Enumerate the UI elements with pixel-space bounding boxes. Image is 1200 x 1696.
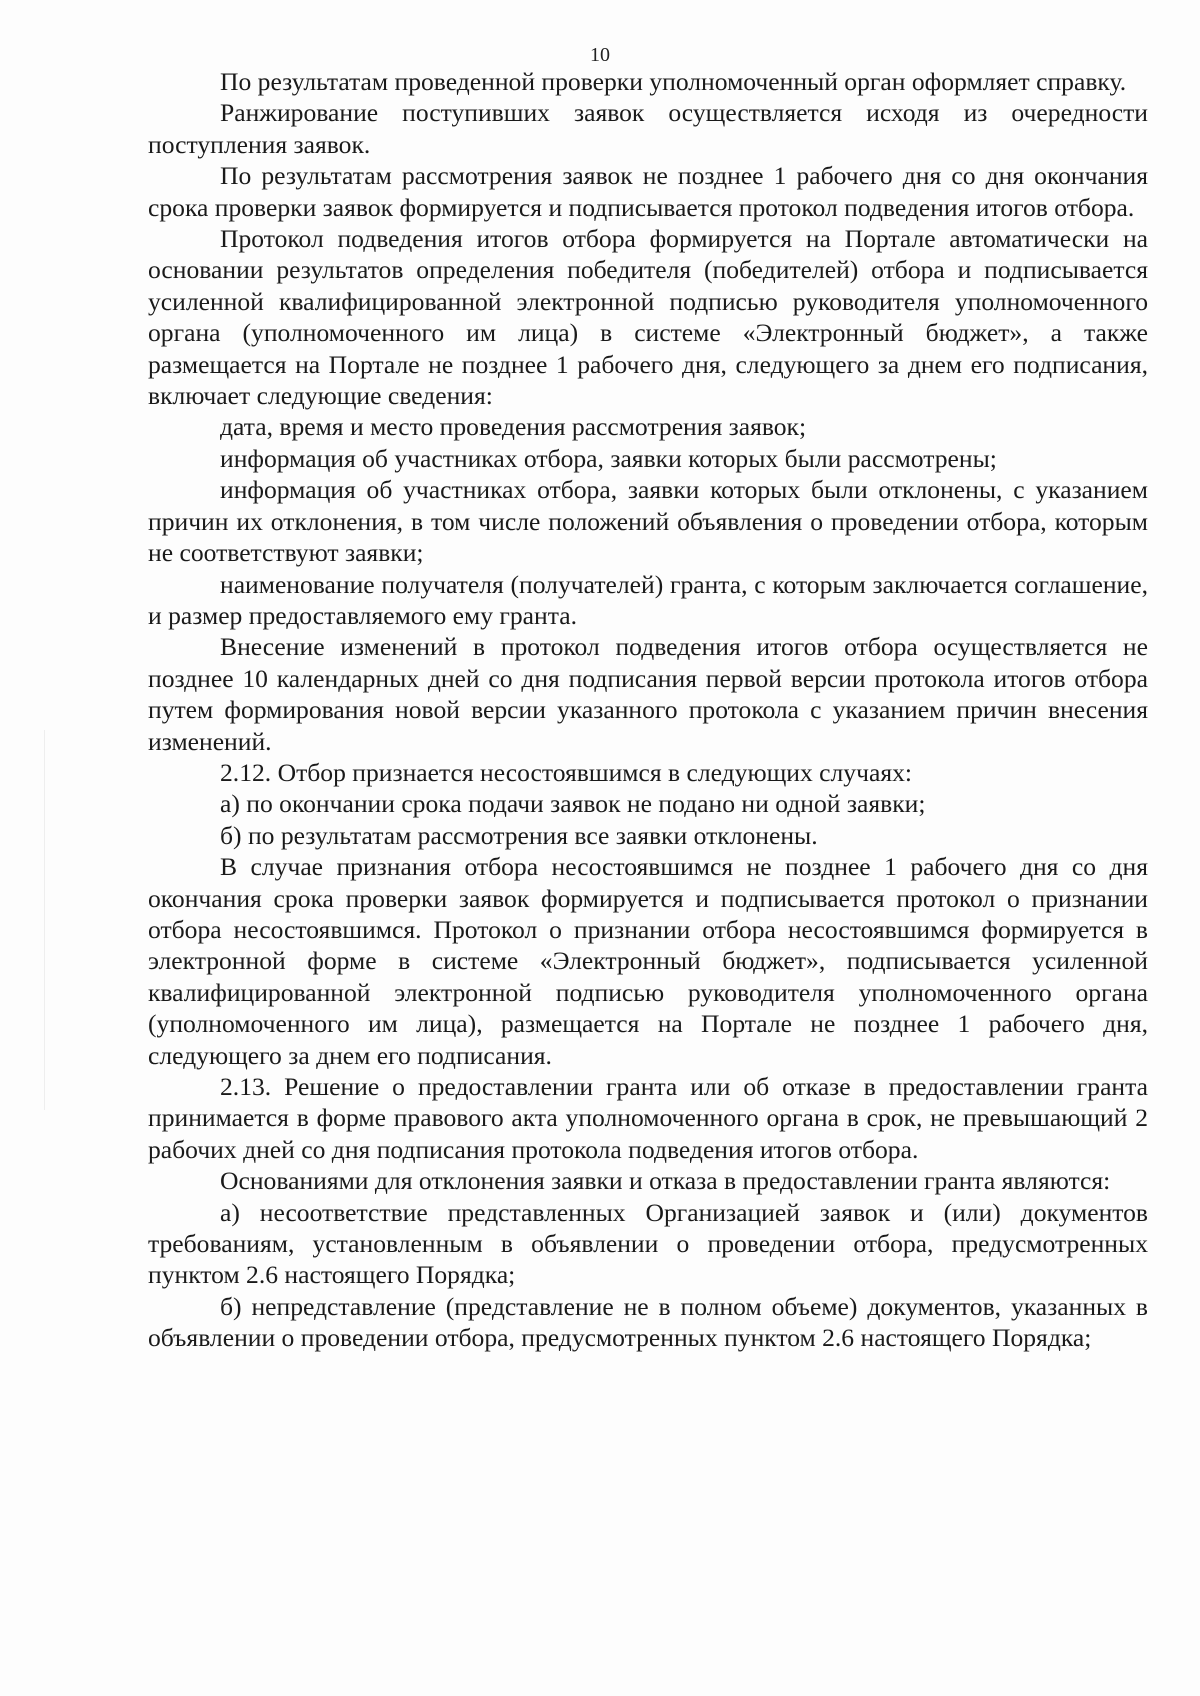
section-2-12-item-a: а) по окончании срока подачи заявок не подано ни одной заявки; xyxy=(220,789,926,819)
list-item-3: информация об участниках отбора, заявки которых были отклонены, с указанием причин их отклонения, в том числе положений объявления о проведении отбора, которым не соответствуют заявки; xyxy=(148,475,1148,568)
list-item-4: наименование получателя (получателей) гранта, с которым заключается соглашение, и размер предоставляемого ему гранта. xyxy=(148,569,1148,630)
paragraph-1: По результатам проведенной проверки уполномоченный орган оформляет справку. xyxy=(220,67,1127,96)
paragraph-7: Основаниями для отклонения заявки и отказа в предоставлении гранта являются: xyxy=(220,1166,1111,1196)
paragraph-5: Внесение изменений в протокол подведения итогов отбора осуществляется не позднее 10 календарных дней со дня подписания первой версии протокола итогов отбора путем формирования новой версии указанного протокола с указанием причин внесения изменений. xyxy=(148,632,1148,756)
section-2-12-item-b: б) по результатам рассмотрения все заявки отклонены. xyxy=(220,820,818,850)
list-item-1: дата, время и место проведения рассмотрения заявок; xyxy=(220,412,807,442)
grounds-item-b: б) непредставление (представление не в полном объеме) документов, указанных в объявлении о проведении отбора, предусмотренных пунктом 2.6 настоящего Порядка; xyxy=(148,1291,1148,1353)
page-number: 10 xyxy=(590,44,610,66)
scan-artifact xyxy=(44,730,45,1110)
document-body xyxy=(148,66,1148,1354)
paragraph-6: В случае признания отбора несостоявшимся не позднее 1 рабочего дня со дня окончания срока проверки заявок формируется и подписывается протокол о признании отбора несостоявшимся. Протокол о признании отбора несостоявшимся формируется в электронной форме в системе «Электронный бюджет», подписывается усиленной квалифицированной электронной подписью руководителя уполномоченного органа (уполномоченного им лица), размещается на Портале не позднее 1 рабочего дня, следующего за днем его подписания. xyxy=(148,852,1148,1070)
paragraph-3: По результатам рассмотрения заявок не позднее 1 рабочего дня со дня окончания срока проверки заявок формируется и подписывается протокол подведения итогов отбора. xyxy=(148,161,1148,222)
section-2-13: 2.13. Решение о предоставлении гранта или об отказе в предоставлении гранта принимается в форме правового акта уполномоченного органа в срок, не превышающий 2 рабочих дней со дня подписания протокола подведения итогов отбора. xyxy=(148,1072,1148,1164)
paragraph-4: Протокол подведения итогов отбора формируется на Портале автоматически на основании результатов определения победителя (победителей) отбора и подписывается усиленной квалифицированной электронной подписью руководителя уполномоченного органа (уполномоченного им лица) в системе «Электронный бюджет», а также размещается на Портале не позднее 1 рабочего дня, следующего за днем его подписания, включает следующие сведения: xyxy=(148,224,1148,411)
grounds-item-a: а) несоответствие представленных Организацией заявок и (или) документов требованиям, установленным в объявлении о проведении отбора, предусмотренных пунктом 2.6 настоящего Порядка; xyxy=(148,1197,1148,1290)
list-item-2: информация об участниках отбора, заявки которых были рассмотрены; xyxy=(220,443,997,473)
section-2-12-heading: 2.12. Отбор признается несостоявшимся в следующих случаях: xyxy=(220,757,913,787)
paragraph-2: Ранжирование поступивших заявок осуществляется исходя из очередности поступления заявок. xyxy=(148,98,1148,159)
